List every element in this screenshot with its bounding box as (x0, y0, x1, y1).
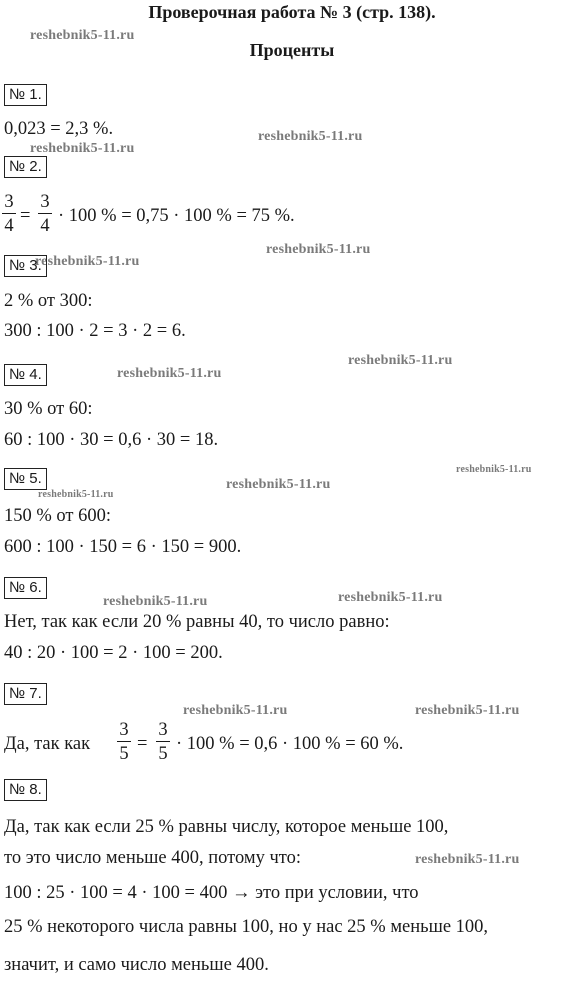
task-line: Да, так как (4, 734, 91, 754)
page-subtitle: Проценты (249, 40, 335, 60)
watermark: reshebnik5-11.ru (30, 28, 135, 43)
watermark: reshebnik5-11.ru (266, 242, 371, 257)
task-number: № 4. (4, 364, 47, 386)
fraction: 3 4 (2, 192, 16, 236)
task-number: № 3. (4, 255, 47, 277)
watermark: reshebnik5-11.ru (103, 594, 208, 609)
task-number: № 8. (4, 779, 47, 801)
task-line: 600 : 100 · 150 = 6 · 150 = 900. (4, 537, 242, 557)
watermark: reshebnik5-11.ru (183, 703, 288, 718)
watermark: reshebnik5-11.ru (348, 353, 453, 368)
task-number: № 2. (4, 156, 47, 178)
task-line: 150 % от 600: (4, 506, 112, 526)
page-title: Проверочная работа № 3 (стр. 138). (148, 2, 436, 22)
watermark: reshebnik5-11.ru (226, 477, 331, 492)
task-line: 30 % от 60: (4, 399, 93, 419)
watermark: reshebnik5-11.ru (30, 141, 135, 156)
watermark: reshebnik5-11.ru (338, 590, 443, 605)
task-line: · 100 % = 0,6 · 100 % = 60 %. (176, 734, 404, 754)
task-line: Нет, так как если 20 % равны 40, то число равно: (4, 612, 390, 632)
task-line: 300 : 100 · 2 = 3 · 2 = 6. (4, 321, 186, 341)
task-line: 25 % некоторого числа равны 100, но у нас 25 % меньше 100, (4, 917, 489, 937)
fraction: 3 5 (156, 720, 170, 764)
task-line: 0,023 = 2,3 %. (4, 119, 114, 139)
task-number: № 7. (4, 683, 47, 705)
watermark: reshebnik5-11.ru (415, 852, 520, 867)
fraction: 3 4 (38, 192, 52, 236)
equals-sign: = (20, 206, 31, 226)
task-number: № 5. (4, 468, 47, 490)
watermark: reshebnik5-11.ru (456, 464, 532, 475)
task-line: Да, так как если 25 % равны числу, которое меньше 100, (4, 817, 449, 837)
task-line: · 100 % = 0,75 · 100 % = 75 %. (58, 206, 295, 226)
task-line: то это число меньше 400, потому что: (4, 848, 301, 868)
watermark: reshebnik5-11.ru (117, 366, 222, 381)
task-line: 100 : 25 · 100 = 4 · 100 = 400 → это при условии, что (4, 883, 419, 903)
task-line: 60 : 100 · 30 = 0,6 · 30 = 18. (4, 430, 219, 450)
task-line: 40 : 20 · 100 = 2 · 100 = 200. (4, 643, 223, 663)
task-number: № 1. (4, 84, 47, 106)
watermark: reshebnik5-11.ru (258, 129, 363, 144)
task-line: 2 % от 300: (4, 291, 93, 311)
watermark: reshebnik5-11.ru (415, 703, 520, 718)
task-line: значит, и само число меньше 400. (4, 955, 269, 975)
fraction: 3 5 (117, 720, 131, 764)
task-number: № 6. (4, 577, 47, 599)
equals-sign: = (137, 734, 148, 754)
watermark: reshebnik5-11.ru (35, 254, 140, 269)
watermark: reshebnik5-11.ru (38, 489, 114, 500)
